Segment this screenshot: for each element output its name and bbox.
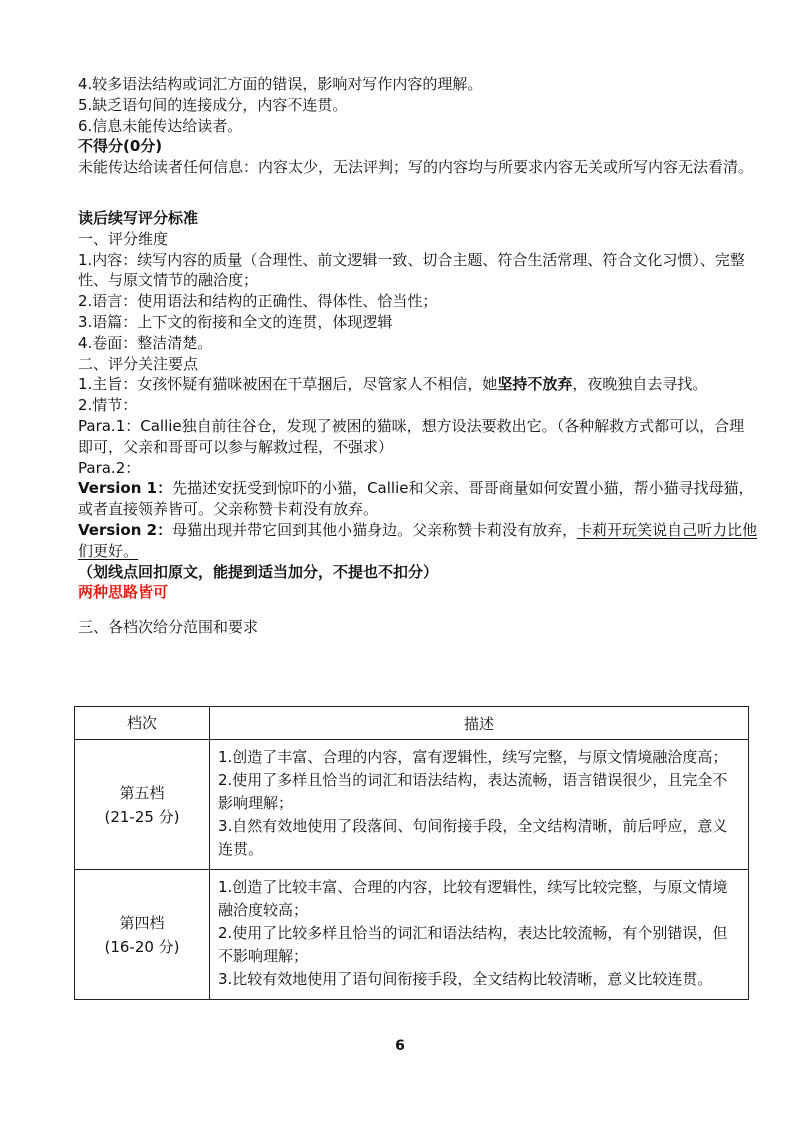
zero-score-heading: 不得分(0分) — [78, 137, 163, 156]
dimension-item: 4.卷面：整洁清楚。 — [78, 333, 213, 352]
version1-text: Version 1：先描述安抚受到惊吓的小猫，Callie和父亲、哥哥商量如何安置小猫，帮小猫寻找母猫，或者直接领养皆可。父亲称赞卡莉没有放弃。 — [78, 479, 754, 519]
level-range: (21-25 分) — [104, 807, 180, 826]
description-item: 2.使用了多样且恰当的词汇和语法结构，表达流畅，语言错误很少，且完全不影响理解； — [218, 771, 728, 812]
description-cell — [210, 870, 749, 1000]
table-row — [75, 870, 749, 1000]
criteria-line: 4.较多语法结构或词汇方面的错误，影响对写作内容的理解。 — [78, 75, 483, 93]
section-title: 读后续写评分标准 — [78, 208, 199, 227]
version1-label: Version 1： — [78, 479, 173, 498]
col-level-header: 档次 — [75, 707, 210, 740]
description-cell — [210, 740, 749, 870]
col-desc-header: 描述 — [210, 707, 749, 740]
para1-text: Para.1：Callie独自前往谷仓，发现了被困的猫咪，想方设法要救出它。（各种解救方式都可以，合理即可，父亲和哥哥可以参与解救过程，不强求） — [78, 416, 745, 456]
grades-heading: 三、各档次给分范围和要求 — [78, 618, 259, 637]
criteria-line: 5.缺乏语句间的连接成分，内容不连贯。 — [78, 95, 348, 114]
description-item: 3.比较有效地使用了语句间衔接手段，全文结构比较清晰，意义比较连贯。 — [218, 970, 713, 988]
version2-text: Version 2：母猫出现并带它回到其他小猫身边。父亲称赞卡莉没有放弃，卡莉开玩笑说自己听力比他们更好。 — [78, 520, 758, 560]
focus-heading: 二、评分关注要点 — [78, 354, 199, 373]
plot-heading: 2.情节： — [78, 396, 138, 415]
level-cell — [75, 740, 210, 870]
level-cell — [75, 870, 210, 1000]
grade-table — [74, 706, 749, 1000]
bonus-note: （划线点回扣原文，能提到适当加分，不提也不扣分） — [78, 562, 439, 581]
dimension-item: 2.语言：使用语法和结构的正确性、得体性、恰当性； — [78, 292, 438, 311]
theme-line: 1.主旨：女孩怀疑有猫咪被困在干草捆后，尽管家人不相信，她坚持不放弃，夜晚独自去寻找。 — [78, 375, 708, 394]
zero-score-text: 未能传达给读者任何信息：内容太少，无法评判；写的内容均与所要求内容无关或所写内容无法看清。 — [78, 158, 754, 177]
dimension-item: 3.语篇：上下文的衔接和全文的连贯，体现逻辑 — [78, 312, 393, 331]
criteria-line: 6.信息未能传达给读者。 — [78, 116, 243, 135]
theme-emphasis: 坚持不放弃 — [497, 375, 573, 394]
description-item: 1.创造了比较丰富、合理的内容，比较有逻辑性，续写比较完整，与原文情境融洽度较高； — [218, 878, 728, 919]
para2-label: Para.2： — [78, 458, 141, 477]
document-body — [78, 74, 758, 638]
description-item: 3.自然有效地使用了段落间、句间衔接手段，全文结构清晰，前后呼应，意义连贯。 — [218, 817, 728, 858]
level-range: (16-20 分) — [104, 937, 180, 956]
table-row — [75, 740, 749, 870]
page-number: 6 — [395, 1038, 405, 1054]
description-item: 1.创造了丰富、合理的内容，富有逻辑性，续写完整，与原文情境融洽度高； — [218, 748, 728, 766]
level-name: 第五档 — [119, 783, 165, 802]
version2-label: Version 2： — [78, 520, 173, 539]
red-note: 两种思路皆可 — [78, 583, 169, 602]
underlined-point: 卡莉开玩笑说自己听力比他们更好。 — [78, 520, 758, 560]
table-header-row — [75, 707, 749, 740]
dimensions-heading: 一、评分维度 — [78, 229, 169, 248]
level-name: 第四档 — [119, 913, 165, 932]
dimension-item: 1.内容：续写内容的质量（合理性、前文逻辑一致、切合主题、符合生活常理、符合文化习惯）、完整性、与原文情节的融洽度； — [78, 250, 745, 290]
description-item: 2.使用了比较多样且恰当的词汇和语法结构，表达比较流畅，有个别错误，但不影响理解； — [218, 924, 728, 965]
